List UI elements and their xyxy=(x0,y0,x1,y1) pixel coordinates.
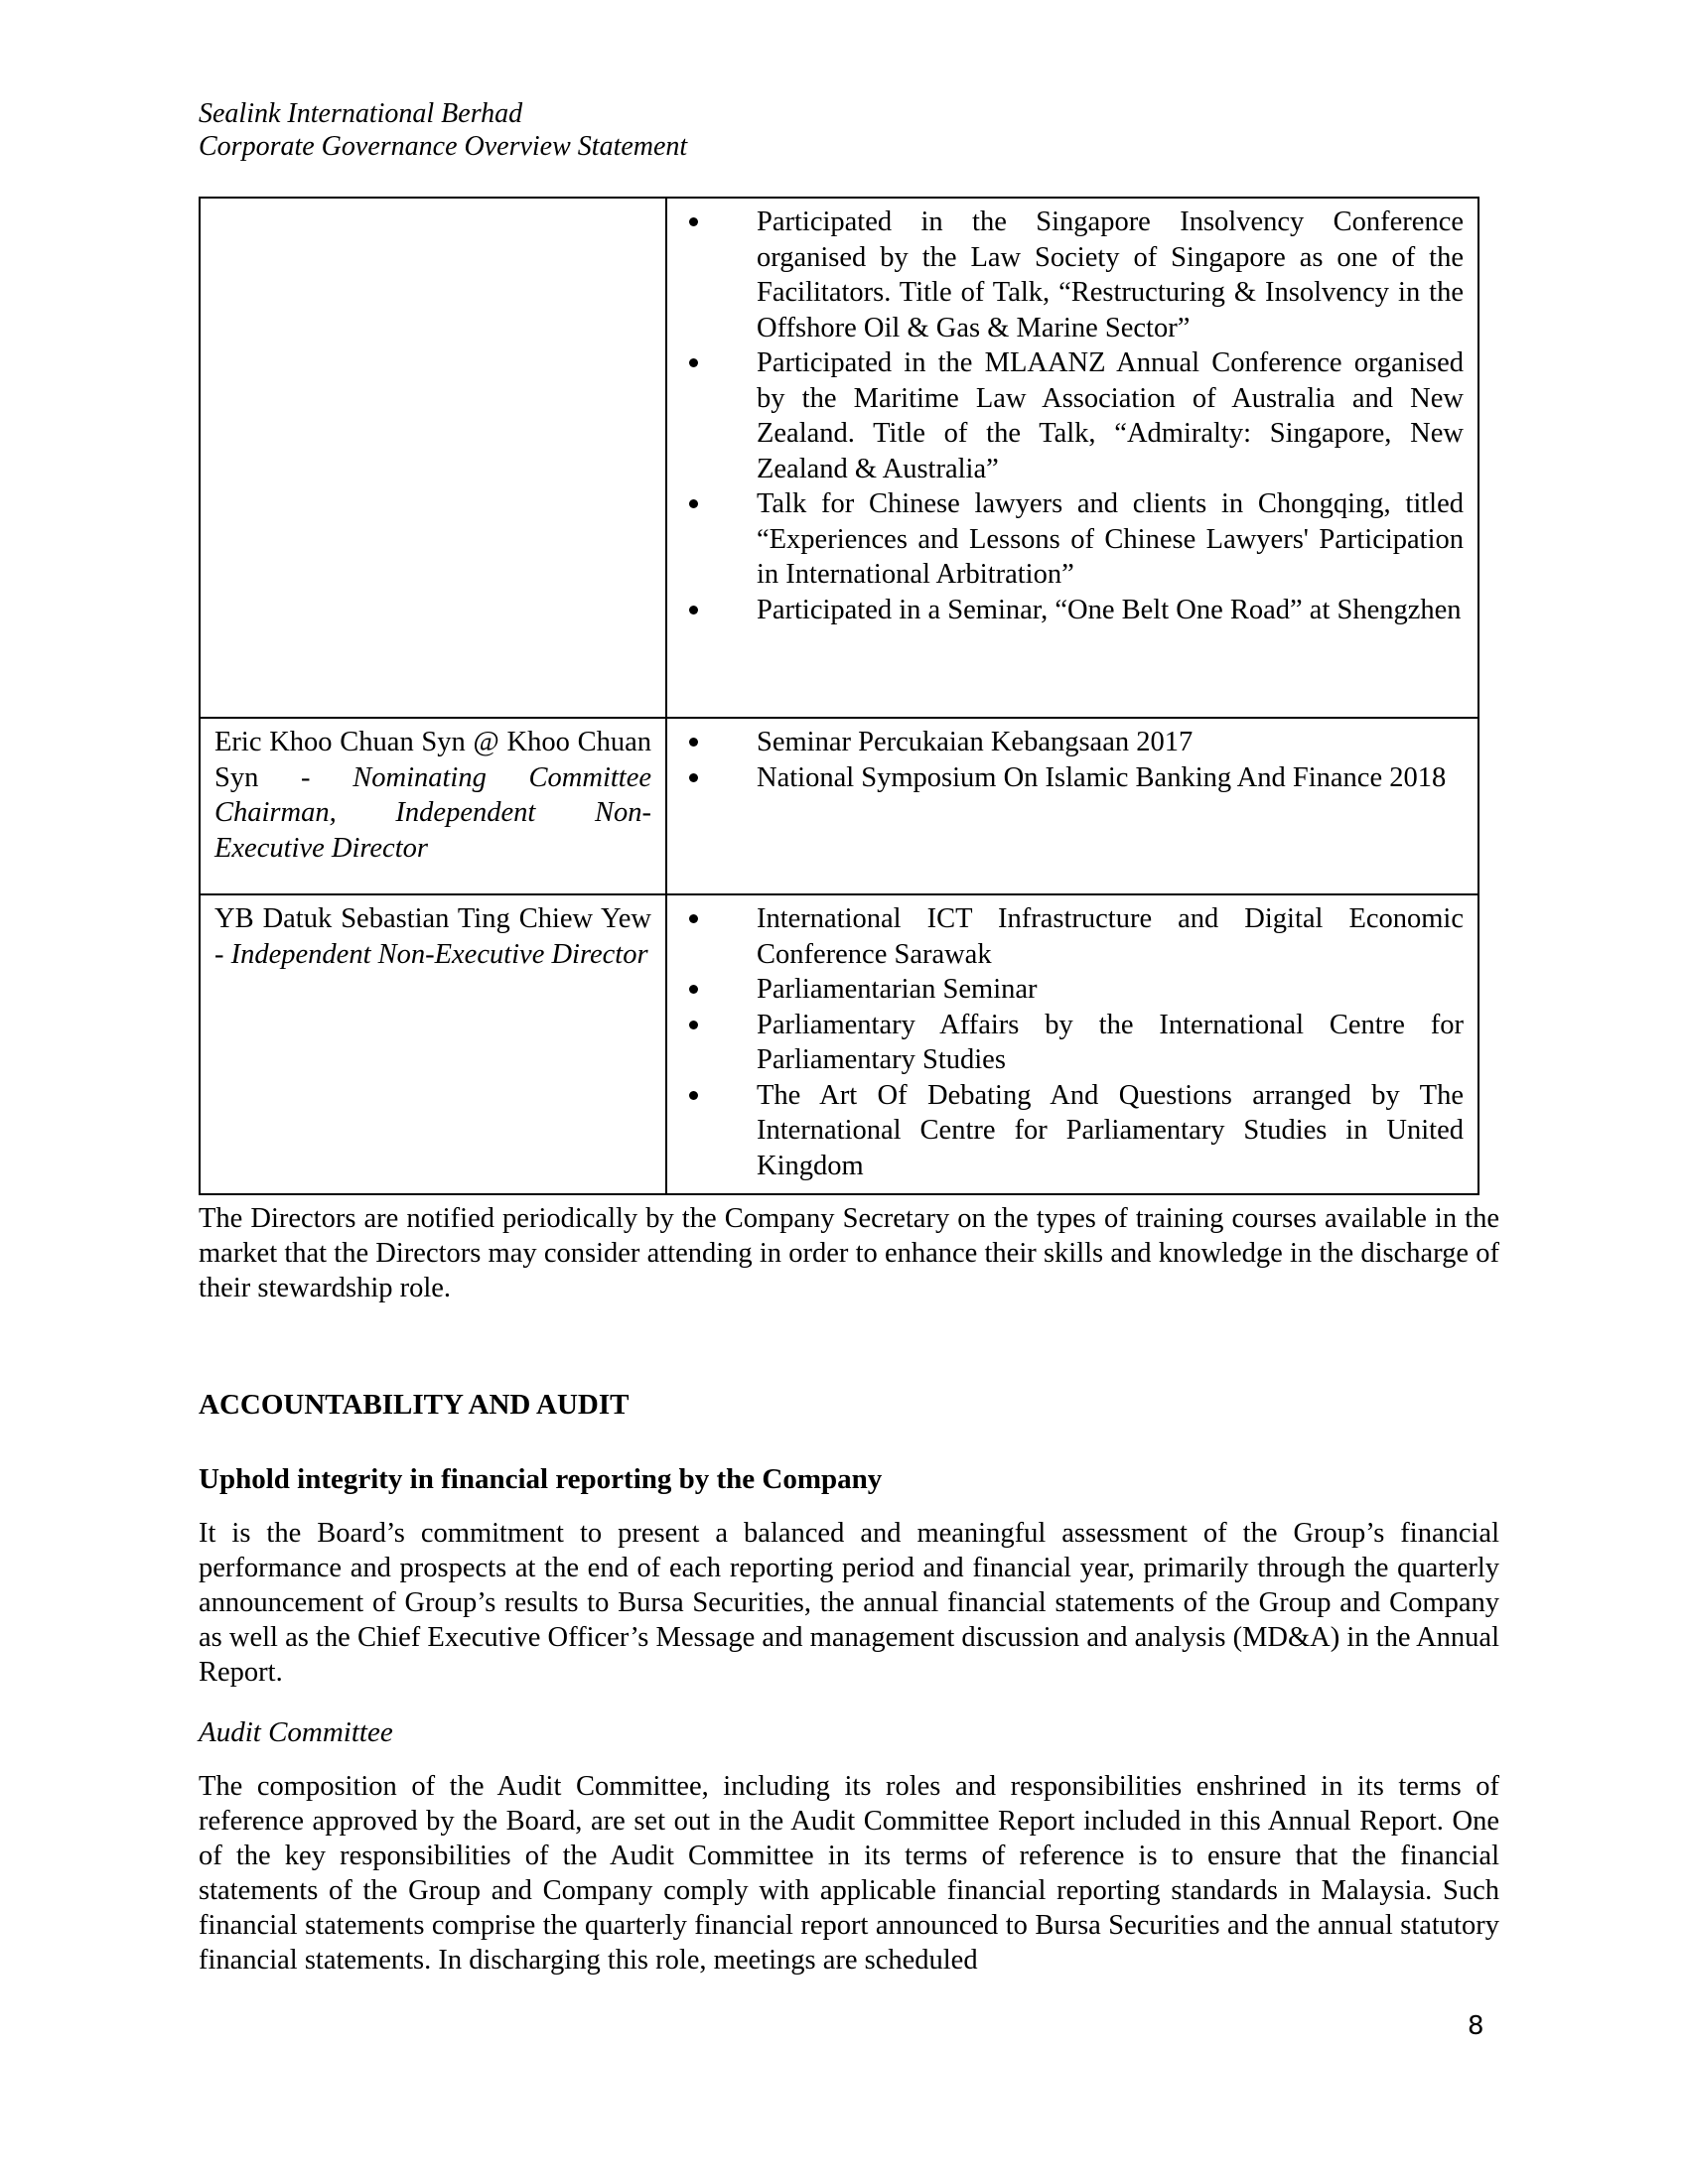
programme-item: Seminar Percukaian Kebangsaan 2017 xyxy=(667,725,1464,760)
director-training-table xyxy=(199,197,1479,1195)
director-role: Nominating Committee Chairman, Independent Non-Executive Director xyxy=(214,761,651,864)
programme-item: Parliamentary Affairs by the International Centre for Parliamentary Studies xyxy=(667,1008,1464,1078)
page-number: 8 xyxy=(1468,2011,1484,2041)
training-programmes-cell xyxy=(666,198,1478,718)
programme-item: The Art Of Debating And Questions arranged by The International Centre for Parliamentary Studies in United Kingdom xyxy=(667,1078,1464,1184)
programme-item: National Symposium On Islamic Banking And Finance 2018 xyxy=(667,760,1464,796)
integrity-paragraph: It is the Board’s commitment to present a balanced and meaningful assessment of the Group’s financial performance and prospects at the end of each reporting period and financial year, primarily through the quarterly announcement of Group’s results to Bursa Securities, the annual financial statements of the Group and Company as well as the Chief Executive Officer’s Message and management discussion and analysis (MD&A) in the Annual Report. xyxy=(199,1518,1499,1688)
director-name-cell xyxy=(200,198,666,718)
header-statement-title: Corporate Governance Overview Statement xyxy=(199,131,688,162)
audit-committee-heading: Audit Committee xyxy=(199,1716,393,1748)
programme-list xyxy=(667,725,1464,795)
header-company-name: Sealink International Berhad xyxy=(199,98,523,129)
programme-item: Participated in the Singapore Insolvency Conference organised by the Law Society of Singapore as one of the Facilitators. Title of Talk, “Restructuring & Insolvency in the Offshore Oil & Gas & Marine Sector” xyxy=(667,205,1464,345)
director-name-cell xyxy=(200,718,666,894)
training-notice-paragraph: The Directors are notified periodically by the Company Secretary on the types of training courses available in the market that the Directors may consider attending in order to enhance their skills and knowledge in the discharge of their stewardship role. xyxy=(199,1203,1499,1303)
audit-committee-paragraph: The composition of the Audit Committee, including its roles and responsibilities enshrined in its terms of reference approved by the Board, are set out in the Audit Committee Report included in this Annual Report. One of the key responsibilities of the Audit Committee in its terms of reference is to ensure that the financial statements of the Group and Company comply with applicable financial reporting standards in Malaysia. Such financial statements comprise the quarterly financial report announced to Bursa Securities and the annual statutory financial statements. In discharging this role, meetings are scheduled xyxy=(199,1771,1499,1976)
director-name: YB Datuk Sebastian Ting Chiew Yew - xyxy=(214,903,651,970)
programme-item: Talk for Chinese lawyers and clients in Chongqing, titled “Experiences and Lessons of Chinese Lawyers' Participation in International Arbitration” xyxy=(667,486,1464,593)
subsection-heading: Uphold integrity in financial reporting by the Company xyxy=(199,1463,883,1495)
programme-item: International ICT Infrastructure and Digital Economic Conference Sarawak xyxy=(667,901,1464,972)
training-programmes-cell xyxy=(666,894,1478,1194)
table-row xyxy=(200,718,1478,894)
director-name: Eric Khoo Chuan Syn @ Khoo Chuan Syn - xyxy=(214,727,651,793)
section-heading: ACCOUNTABILITY AND AUDIT xyxy=(199,1389,630,1421)
running-header xyxy=(199,97,687,163)
programme-list xyxy=(667,901,1464,1183)
table-row xyxy=(200,894,1478,1194)
programme-item: Participated in a Seminar, “One Belt One Road” at Shengzhen xyxy=(667,593,1464,628)
director-name-cell xyxy=(200,894,666,1194)
programme-item: Parliamentarian Seminar xyxy=(667,972,1464,1008)
table-row xyxy=(200,198,1478,718)
director-role: Independent Non-Executive Director xyxy=(230,938,648,970)
programme-item: Participated in the MLAANZ Annual Conference organised by the Maritime Law Association of Australia and New Zealand. Title of the Talk, “Admiralty: Singapore, New Zealand & Australia” xyxy=(667,345,1464,486)
programme-list xyxy=(667,205,1464,627)
training-programmes-cell xyxy=(666,718,1478,894)
